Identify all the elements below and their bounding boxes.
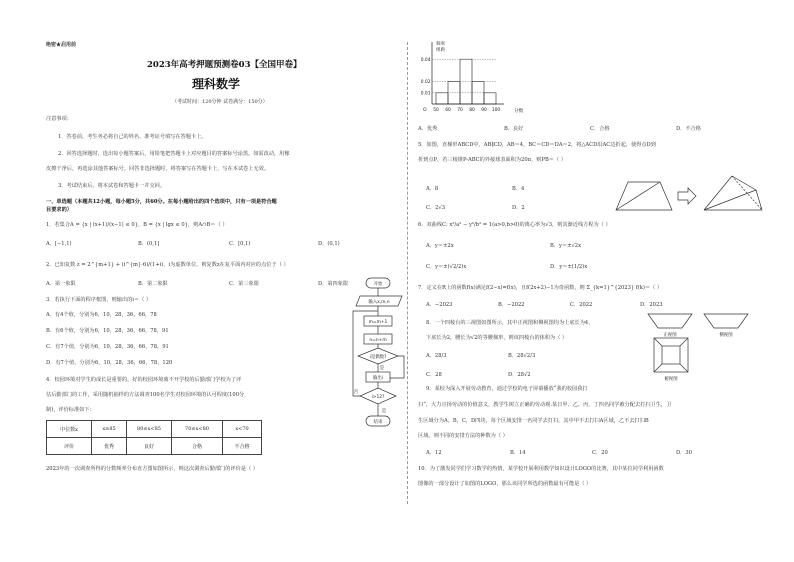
- notes-heading: 注意事项：: [46, 116, 72, 122]
- q9-stem: 扫”，大力宣扬劳动的价值意义，教学生树立正确的劳动观.某日甲、乙、丙、丁四名同学被分配去打扫卫生，卫: [418, 402, 672, 408]
- q4-option-d: D．不合格: [676, 126, 701, 132]
- notes-item: 皮擦干净后，再选涂其他答案标号。回答非选择题时，将答案写在答题卡上，写在本试卷上无效。: [46, 166, 270, 172]
- top-view-edge: [680, 364, 688, 372]
- three-view-figure: [646, 308, 766, 388]
- histogram-chart: [418, 38, 528, 120]
- q4-option-a: A．优秀: [418, 126, 438, 132]
- flow-end-label: 结束: [373, 420, 383, 425]
- q9-stem: 生区域分为A，B，C，D四块，每个区域安排一名同学去打扫，其中甲不去打扫A区域，乙不去打扫B: [418, 418, 649, 424]
- q4-stem: 4．校园环境对学生的成长是重要的，好的校园环境离不开学校的后勤部门学校为了评: [46, 377, 242, 383]
- table-cell: x≥85: [92, 421, 127, 438]
- flow-yes-label: 是: [381, 409, 387, 414]
- q4-stem: 制)，评价标准如下：: [46, 407, 95, 413]
- y-tick-label: 0.01: [420, 91, 431, 97]
- section-heading: 目要求的）: [46, 207, 72, 213]
- q6-option-b: B．y＝±√2x: [550, 243, 581, 249]
- front-view-label: 正视图: [663, 333, 677, 338]
- flow-start-label: 开始: [373, 282, 383, 287]
- top-view-edge: [654, 364, 662, 372]
- flow-box1-label: m=m+1: [368, 320, 388, 325]
- histogram-bar: [484, 93, 496, 104]
- q9-option-c: C．20: [592, 450, 608, 456]
- q2-option-d: D．第四象限: [318, 281, 349, 287]
- fold-line: [732, 176, 756, 190]
- q2-option-c: C．第三象限: [229, 281, 259, 287]
- q6-option-c: C．y＝±(√2/2)x: [426, 264, 467, 270]
- side-view-shape: [704, 314, 748, 328]
- q5-option-b: B．4: [512, 186, 525, 192]
- flow-output-label: 输出i: [372, 376, 384, 381]
- q9-option-b: B．14: [510, 450, 526, 456]
- q9-stem: 9．某校为深入开展劳动教育，通过学校的电子屏幕播放“我的校园我打: [426, 386, 588, 392]
- flow-input-label: 输入x,m,n: [368, 300, 390, 305]
- flow-cond2-label: i>12?: [371, 395, 385, 400]
- hist-ylabel: 组距: [436, 48, 446, 53]
- flowchart: [350, 274, 408, 470]
- q3-option-d: D．有7个值，分别为6，10，28，36，66，78，120: [46, 360, 173, 366]
- hist-ylabel: 频率: [436, 42, 446, 47]
- table-cell: 优秀: [92, 438, 127, 455]
- top-view-inner: [662, 346, 680, 364]
- table-cell: 不合格: [223, 438, 262, 455]
- grade-table: [46, 420, 262, 455]
- q1-option-a: A．[−1,1): [46, 241, 72, 247]
- q1-option-b: B．(0,1]: [138, 241, 160, 247]
- q1-stem: 1．若集合A = {x | (x+1)/(x−1) ≤ 0}，B = {x | lgx ≤ 0}，则A∩B＝（ ）: [46, 222, 228, 228]
- q4-option-c: C．合格: [590, 126, 610, 132]
- q9-option-a: A．12: [426, 450, 442, 456]
- q3-option-c: C．有7个值，分别为6，10，28，36，66，78，91: [46, 344, 169, 350]
- y-tick-label: 0.04: [420, 57, 431, 63]
- side-view-label: 侧视图: [719, 333, 733, 338]
- flow-box2-label: n=n+m: [369, 338, 387, 343]
- trapezoid-shape: [616, 182, 672, 210]
- front-view-shape: [648, 314, 692, 328]
- fold-line: [732, 176, 762, 210]
- table-cell: 80≤x<85: [127, 421, 172, 438]
- y-tick-label: 0.02: [420, 80, 431, 86]
- q4-option-b: B．良好: [504, 126, 524, 132]
- histogram-bar: [436, 93, 448, 104]
- flow-cond1-label: i是偶数?: [369, 355, 387, 360]
- x-tick-label: 50: [433, 108, 439, 113]
- q2-option-a: A．第一象限: [46, 281, 76, 287]
- secret-label: 绝密★启用前: [46, 42, 77, 48]
- q5-stem: 5．如图，直梯形ABCD中，AB∥CD，AB＝4，BC＝CD＝DA＝2，将△ACD沿AC边折起，使得点D到: [418, 142, 656, 148]
- flow-no-label: 否: [353, 390, 359, 395]
- x-tick-label: 70: [457, 108, 463, 113]
- x-tick-label: 80: [469, 108, 475, 113]
- top-view-edge: [680, 338, 688, 346]
- q5-figure: [612, 168, 772, 216]
- table-row: [47, 438, 262, 455]
- hist-xlabel: 分数: [514, 109, 524, 114]
- q3-option-b: B．有6个值，分别为6，10，28，36，66，78，91: [46, 328, 169, 334]
- q7-option-a: A．−2023: [426, 302, 453, 308]
- q9-stem: 区域，则不同的安排方法的种数为（ ）: [418, 433, 508, 439]
- q5-option-a: A．8: [426, 186, 439, 192]
- q2-stem: 2．已知复数 z = 2^{m+1} + (i^{m}·6)/(1+i)，i为虚数单位，则复数z在复平面内对应的点位于（ ）: [46, 262, 289, 268]
- q5-stem: 折到点P，若三棱锥P-ABC的外接球表面积为20π，则PB＝（ ）: [418, 157, 566, 163]
- top-view-edge: [654, 338, 662, 346]
- q4-stem: 估后勤部门的工作，采用随机抽样的方法调查100名学生对校园环境的认可程度(100分: [46, 392, 245, 398]
- q8-option-c: C．28: [426, 372, 442, 378]
- table-row: [47, 421, 262, 438]
- q3-stem: 3．若执行下面的程序框图，则输出的i＝（ ）: [46, 297, 152, 303]
- q8-stem: 8．一个四棱台的三视图如图所示，其中正视图和侧视图均为上底长为4，: [426, 320, 594, 326]
- column-divider: [407, 42, 408, 504]
- section-heading: 一、单选题（本题共12小题，每小题5分，共60分。在每小题给出的四个选项中，只有一项是符合题: [46, 199, 277, 205]
- diagonal-line: [616, 182, 660, 210]
- table-cell: 合格: [172, 438, 223, 455]
- notes-item: 3．考试结束后，将本试卷和答题卡一并交回。: [58, 183, 166, 189]
- q3-option-a: A．有4个值，分别为6，10，28，36，66，78: [46, 312, 157, 318]
- q6-option-d: D．y＝±(1/2)x: [550, 264, 588, 270]
- table-cell: 中位数x: [47, 421, 92, 438]
- q9-option-d: D．30: [676, 450, 692, 456]
- q1-option-d: D．(0,1): [318, 241, 340, 247]
- q8-option-b: B．28√2/3: [508, 353, 536, 359]
- notes-item: 1．答卷前，考生务必将自己的姓名、准考证号填写在答题卡上。: [58, 134, 207, 140]
- q8-stem: 下底长为2，腰长为√2的等腰梯形，则该四棱台的体积为（ ）: [426, 335, 568, 341]
- q4-tail: 2023年的一次调查所得的分数频率分布直方图如图所示，则这次调查后勤部门的评价是（ ）: [46, 466, 258, 472]
- q7-option-d: D．2023: [640, 302, 663, 308]
- table-cell: 70≤x<80: [172, 421, 223, 438]
- q2-option-b: B．第二象限: [138, 281, 168, 287]
- hist-origin: O: [423, 108, 427, 113]
- q10-stem: 10．为了激发同学们学习数学的热情，某学校开展利用数学知识设计LOGO的比赛，其中某位同学利用函数: [418, 466, 664, 472]
- x-tick-label: 60: [445, 108, 451, 113]
- table-cell: 良好: [127, 438, 172, 455]
- q1-option-c: C．[0,1): [229, 241, 251, 247]
- q8-option-d: D．28√2: [508, 372, 531, 378]
- flow-yes-label: 是: [379, 366, 385, 371]
- q5-option-d: D．2: [512, 205, 525, 211]
- notes-item: 2．回答选择题时，选出每小题答案后，用铅笔把答题卡上对应题目的答案标号涂黑。如需改动，用橡: [58, 151, 290, 157]
- q6-stem: 6．双曲线C: x²/a² − y²/b² = 1(a>0,b>0)的离心率为√3，则其渐近线方程为（ ）: [418, 222, 611, 228]
- q8-option-a: A．28/3: [426, 353, 447, 359]
- q10-stem: 图像的一部分设计了如图的LOGO，那么该同学所选的函数最有可能是（ ）: [418, 481, 592, 487]
- q6-option-a: A．y＝±2x: [426, 243, 454, 249]
- arrow-right-icon: [678, 188, 696, 204]
- q5-option-c: C．2√3: [426, 205, 446, 211]
- x-tick-label: 90: [481, 108, 487, 113]
- top-view-label: 俯视图: [664, 377, 678, 382]
- q7-option-c: C．2022: [570, 302, 593, 308]
- table-cell: x<70: [223, 421, 262, 438]
- q7-stem: 7．定义在R上的函数f(x)满足f(2−x)=f(x)，且f(2x+2)−1为奇函数，则 Σ_{k=1}^{2023} f(k)＝（ ）: [418, 285, 663, 291]
- table-cell: 评价: [47, 438, 92, 455]
- flow-loop: [390, 356, 404, 378]
- x-tick-label: 100: [491, 108, 501, 113]
- q7-option-b: B．−2022: [498, 302, 525, 308]
- exam-info: （考试时间：120分钟 试卷满分：150分）: [172, 99, 268, 105]
- exam-title: 2023年高考押题预测卷03【全国甲卷】: [147, 60, 302, 70]
- subject-title: 理科数学: [192, 77, 241, 91]
